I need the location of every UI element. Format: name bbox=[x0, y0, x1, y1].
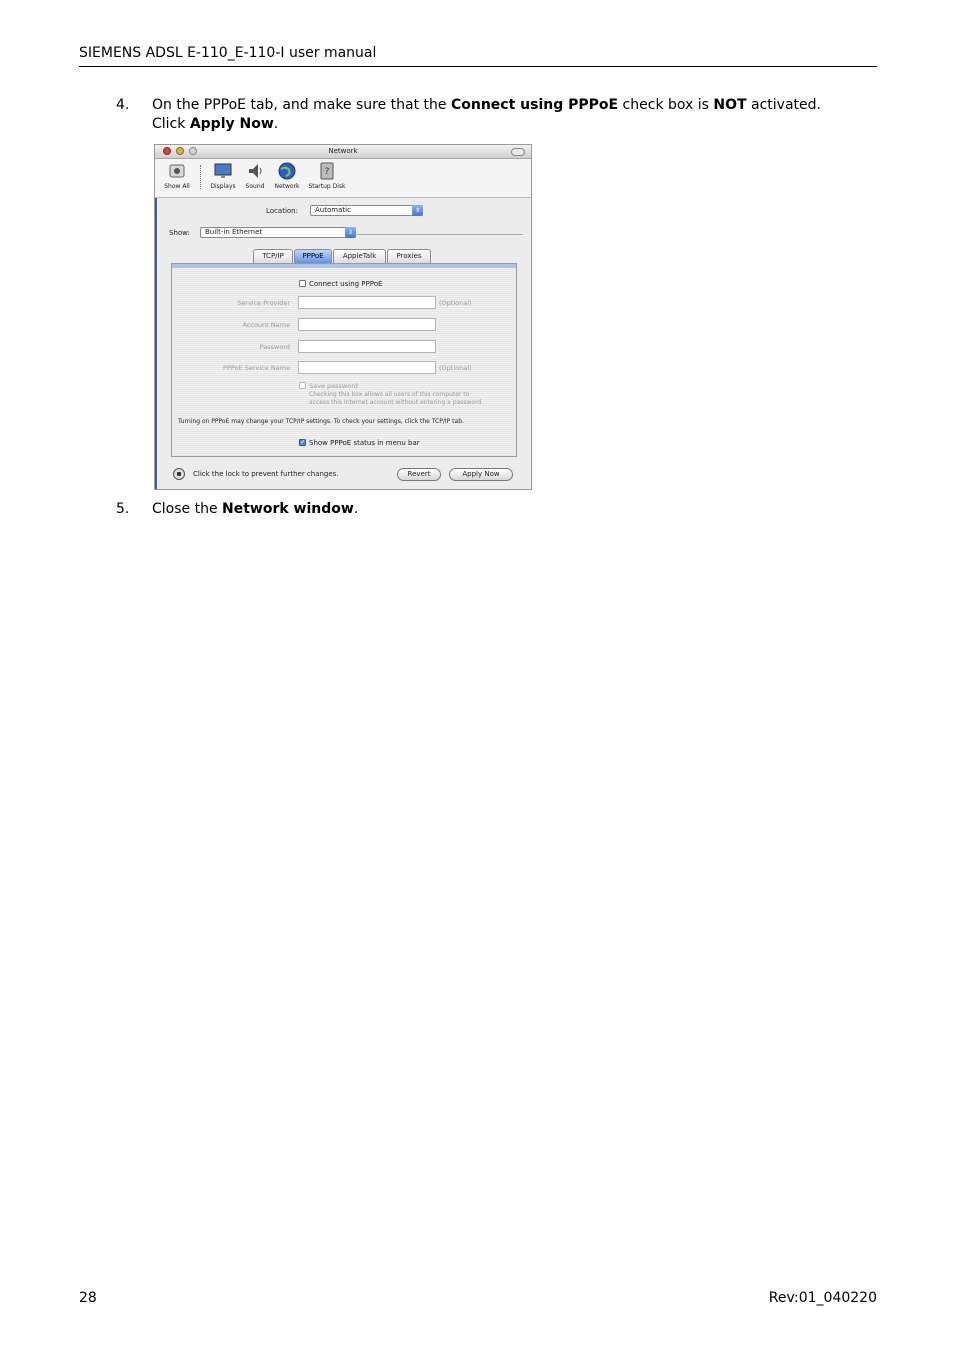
pppoe-panel bbox=[171, 263, 517, 457]
text: check box is bbox=[618, 97, 714, 113]
step-number: 5. bbox=[116, 501, 130, 517]
toolbar-network[interactable] bbox=[271, 161, 303, 190]
panel-top-bar bbox=[172, 264, 516, 268]
save-password-note: access this Internet account without entering a password. bbox=[309, 399, 484, 406]
toolbar-startup-disk[interactable] bbox=[305, 161, 349, 190]
lock-text: Click the lock to prevent further changes. bbox=[193, 470, 339, 478]
toolbar-sound[interactable] bbox=[241, 161, 269, 190]
show-label: Show: bbox=[169, 229, 190, 237]
bold-text: Network window bbox=[222, 501, 354, 517]
show-all-icon bbox=[167, 161, 187, 181]
displays-icon bbox=[213, 161, 233, 181]
show-pppoe-status-label: Show PPPoE status in menu bar bbox=[309, 439, 420, 447]
service-provider-label: Service Provider bbox=[237, 299, 290, 307]
toolbar-label: Displays bbox=[210, 183, 236, 190]
page-number: 28 bbox=[79, 1290, 97, 1306]
text: . bbox=[273, 116, 279, 132]
window-titlebar bbox=[155, 145, 531, 159]
sound-icon bbox=[245, 161, 265, 181]
optional-hint: (Optional) bbox=[439, 299, 472, 307]
pppoe-service-name-field[interactable] bbox=[298, 361, 436, 374]
text: Close the bbox=[152, 501, 223, 517]
revision-label: Rev:01_040220 bbox=[768, 1290, 877, 1306]
text: . bbox=[353, 501, 359, 517]
connect-using-pppoe-label: Connect using PPPoE bbox=[309, 280, 383, 288]
save-password-label: Save password bbox=[309, 382, 358, 390]
network-window-screenshot bbox=[154, 144, 532, 490]
step-line-1 bbox=[152, 96, 852, 115]
bold-text: Connect using PPPoE bbox=[450, 97, 619, 113]
location-label: Location: bbox=[266, 207, 298, 215]
popup-arrows-icon: ⇕ bbox=[412, 205, 423, 216]
location-value: Automatic bbox=[315, 206, 351, 214]
toolbar-toggle-icon[interactable] bbox=[511, 148, 525, 156]
save-password-note: Checking this box allows all users of this computer to bbox=[309, 391, 470, 398]
divider bbox=[357, 234, 523, 235]
tab-appletalk[interactable]: AppleTalk bbox=[333, 249, 386, 263]
pppoe-service-name-label: PPPoE Service Name bbox=[223, 364, 290, 372]
tab-tcpip[interactable]: TCP/IP bbox=[253, 249, 293, 263]
page-header-title: SIEMENS ADSL E-110_E-110-I user manual bbox=[79, 45, 377, 61]
bold-text: NOT bbox=[713, 97, 747, 113]
header-rule bbox=[79, 66, 877, 67]
toolbar-separator bbox=[200, 165, 201, 189]
show-pppoe-status-checkbox[interactable]: ✓ bbox=[300, 438, 306, 446]
window-title: Network bbox=[328, 147, 358, 155]
network-globe-icon bbox=[277, 161, 297, 181]
text: Click bbox=[152, 116, 190, 132]
account-name-field[interactable] bbox=[298, 318, 436, 331]
svg-text:?: ? bbox=[324, 167, 330, 177]
account-name-label: Account Name bbox=[242, 321, 290, 329]
popup-arrows-icon: ⇕ bbox=[345, 227, 356, 238]
step-text bbox=[152, 500, 852, 519]
text: activated. bbox=[746, 97, 821, 113]
text: On the PPPoE tab, and make sure that the bbox=[152, 97, 451, 113]
toolbar-label: Show All bbox=[164, 183, 190, 190]
step-line-2 bbox=[152, 115, 852, 134]
pppoe-warning-text: Turning on PPPoE may change your TCP/IP settings. To check your settings, click the TCP/IP tab. bbox=[178, 418, 464, 425]
show-popup[interactable] bbox=[200, 227, 356, 238]
toolbar-label: Sound bbox=[245, 183, 265, 190]
location-popup[interactable] bbox=[310, 205, 423, 216]
toolbar-label: Startup Disk bbox=[308, 183, 346, 190]
toolbar-displays[interactable] bbox=[207, 161, 239, 190]
bold-text: Apply Now bbox=[189, 116, 274, 132]
apply-now-button[interactable]: Apply Now bbox=[449, 468, 513, 481]
step-text bbox=[152, 96, 852, 134]
toolbar-label: Network bbox=[274, 183, 300, 190]
prefs-toolbar bbox=[155, 159, 531, 198]
step-number: 4. bbox=[116, 97, 130, 113]
tab-pppoe[interactable]: PPPoE bbox=[294, 249, 332, 263]
service-provider-field[interactable] bbox=[298, 296, 436, 309]
show-value: Built-in Ethernet bbox=[205, 228, 263, 236]
toolbar-show-all[interactable] bbox=[160, 161, 194, 190]
revert-button[interactable]: Revert bbox=[397, 468, 441, 481]
password-field[interactable] bbox=[298, 340, 436, 353]
connect-using-pppoe-checkbox[interactable] bbox=[299, 280, 306, 287]
optional-hint: (Optional) bbox=[439, 364, 472, 372]
password-label: Password bbox=[259, 343, 290, 351]
save-password-checkbox[interactable] bbox=[299, 382, 306, 389]
tab-proxies[interactable]: Proxies bbox=[387, 249, 431, 263]
startup-disk-icon bbox=[317, 161, 337, 181]
lock-icon[interactable] bbox=[173, 468, 185, 480]
